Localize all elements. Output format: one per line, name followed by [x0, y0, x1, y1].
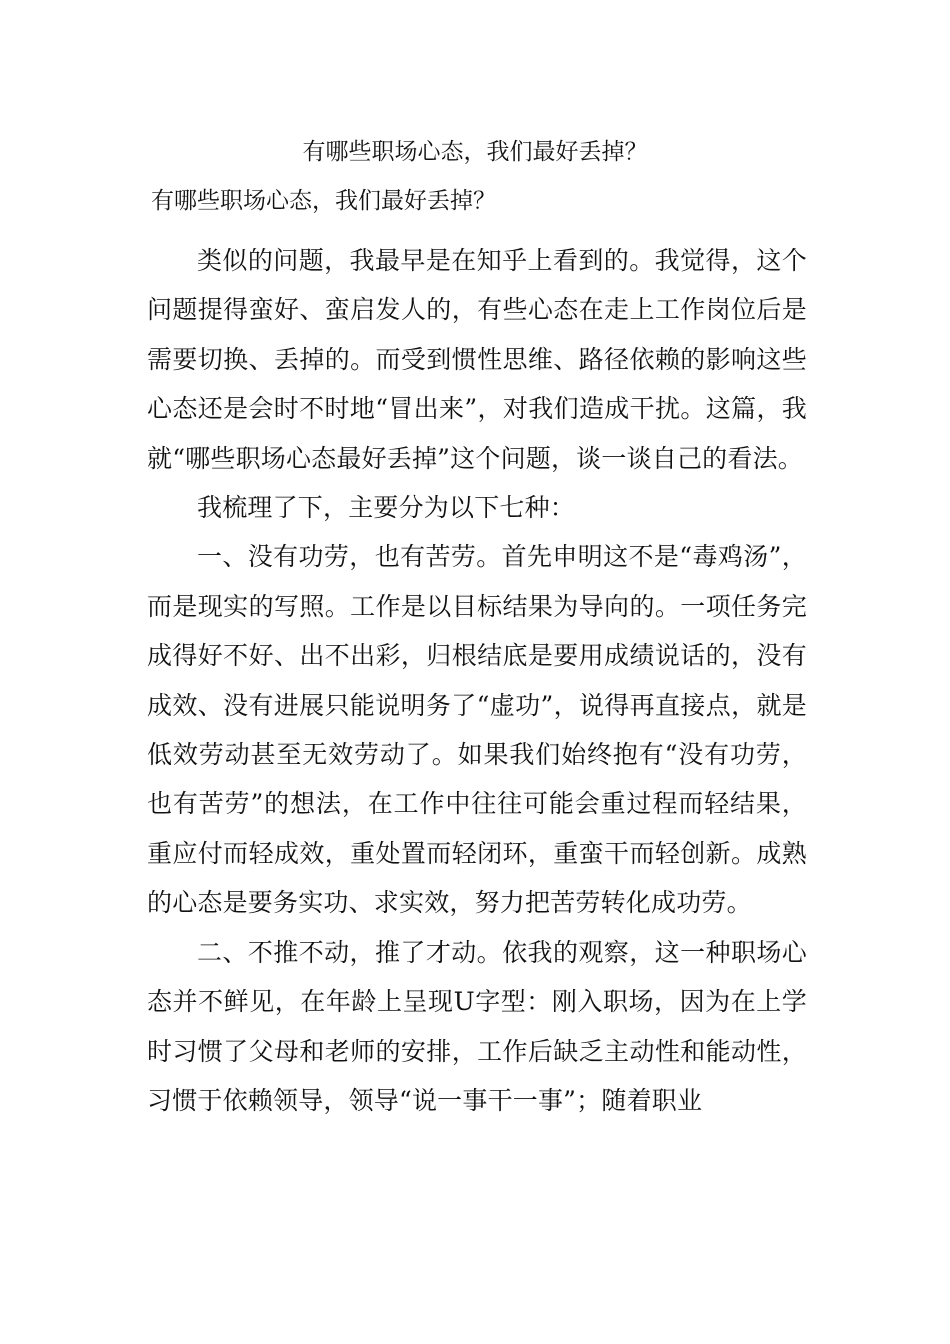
paragraph-summary: 我梳理了下，主要分为以下七种：: [197, 493, 576, 523]
document-title: 有哪些职场心态，我们最好丢掉？: [302, 139, 648, 165]
paragraph-point-one: 一、没有功劳，也有苦劳。首先申明这不是“毒鸡汤”，而是现实的写照。工作是以目标结果为导向的。一项任务完成得好不好、出不出彩，归根结底是要用成绩说话的，没有成效、没有进展只能说明务了“虚功”，说得再直接点，就是低效劳动甚至无效劳动了。如果我们始终抱有“没有功劳，也有苦劳”的想法，在工作中往往可能会重过程而轻结果，重应付而轻成效，重处置而轻闭环，重蛮干而轻创新。成熟的心态是要务实功、求实效，努力把苦劳转化成功劳。: [147, 542, 807, 918]
paragraph-point-two: 二、不推不动，推了才动。依我的观察，这一种职场心态并不鲜见，在年龄上呈现U字型：刚入职场，因为在上学时习惯了父母和老师的安排，工作后缺乏主动性和能动性，习惯于依赖领导，领导“说一事干一事”；随着职业: [147, 937, 807, 1115]
document-subtitle: 有哪些职场心态，我们最好丢掉？: [151, 188, 496, 214]
paragraph-intro: 类似的问题，我最早是在知乎上看到的。我觉得，这个问题提得蛮好、蛮启发人的，有些心态在走上工作岗位后是需要切换、丢掉的。而受到惯性思维、路径依赖的影响这些心态还是会时不时地“冒出来”，对我们造成干扰。这篇，我就“哪些职场心态最好丢掉”这个问题，谈一谈自己的看法。: [147, 246, 807, 473]
document-body: [147, 183, 807, 1125]
